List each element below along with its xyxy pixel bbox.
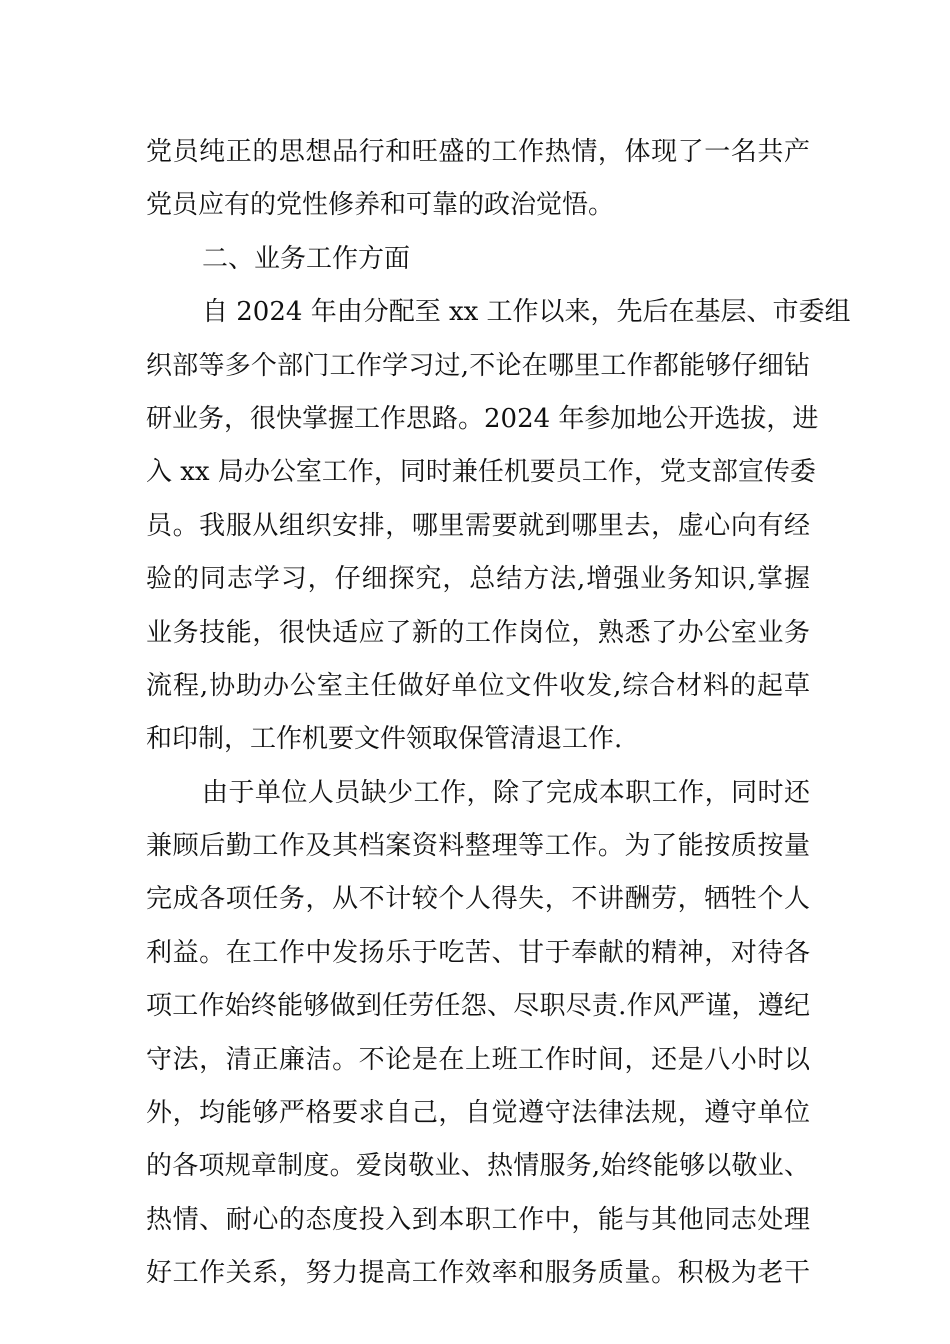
text-line: 自 2024 年由分配至 xx 工作以来，先后在基层、市委组 [202, 297, 851, 328]
text-line: 党员应有的党性修养和可靠的政治觉悟。 [146, 190, 615, 221]
text-line: 兼顾后勤工作及其档案资料整理等工作。为了能按质按量 [146, 831, 810, 862]
text-line: 党员纯正的思想品行和旺盛的工作热情，体现了一名共产 [146, 137, 810, 167]
text-line: 好工作关系，努力提高工作效率和服务质量。积极为老干 [146, 1258, 810, 1289]
text-line: 由于单位人员缺少工作，除了完成本职工作，同时还 [202, 777, 810, 808]
text-line: 员。我服从组织安排，哪里需要就到哪里去，虚心向有经 [146, 510, 810, 541]
section-heading: 二、业务工作方面 [202, 243, 411, 274]
text-line: 流程,协助办公室主任做好单位文件收发,综合材料的起草 [146, 670, 810, 701]
text-line: 项工作始终能够做到任劳任怨、尽职尽责.作风严谨，遵纪 [146, 991, 810, 1022]
text-line: 研业务，很快掌握工作思路。2024 年参加地公开选拔，进 [146, 403, 819, 434]
text-line: 完成各项任务，从不计较个人得失，不讲酬劳，牺牲个人 [146, 884, 810, 915]
text-line: 入 xx 局办公室工作，同时兼任机要员工作，党支部宣传委 [146, 457, 816, 488]
text-line: 利益。在工作中发扬乐于吃苦、甘于奉献的精神，对待各 [146, 937, 810, 968]
text-line: 守法，清正廉洁。不论是在上班工作时间，还是八小时以 [146, 1044, 810, 1075]
text-line: 织部等多个部门工作学习过,不论在哪里工作都能够仔细钻 [146, 350, 810, 381]
text-line: 外，均能够严格要求自己，自觉遵守法律法规，遵守单位 [146, 1098, 810, 1129]
body-text [146, 126, 851, 1301]
text-line: 验的同志学习，仔细探究，总结方法,增强业务知识,掌握 [146, 564, 810, 595]
text-line: 和印制，工作机要文件领取保管清退工作. [146, 724, 623, 755]
text-line: 热情、耐心的态度投入到本职工作中，能与其他同志处理 [146, 1204, 810, 1235]
text-line: 的各项规章制度。爱岗敬业、热情服务,始终能够以敬业、 [146, 1151, 810, 1182]
text-line: 业务技能，很快适应了新的工作岗位，熟悉了办公室业务 [146, 617, 810, 648]
